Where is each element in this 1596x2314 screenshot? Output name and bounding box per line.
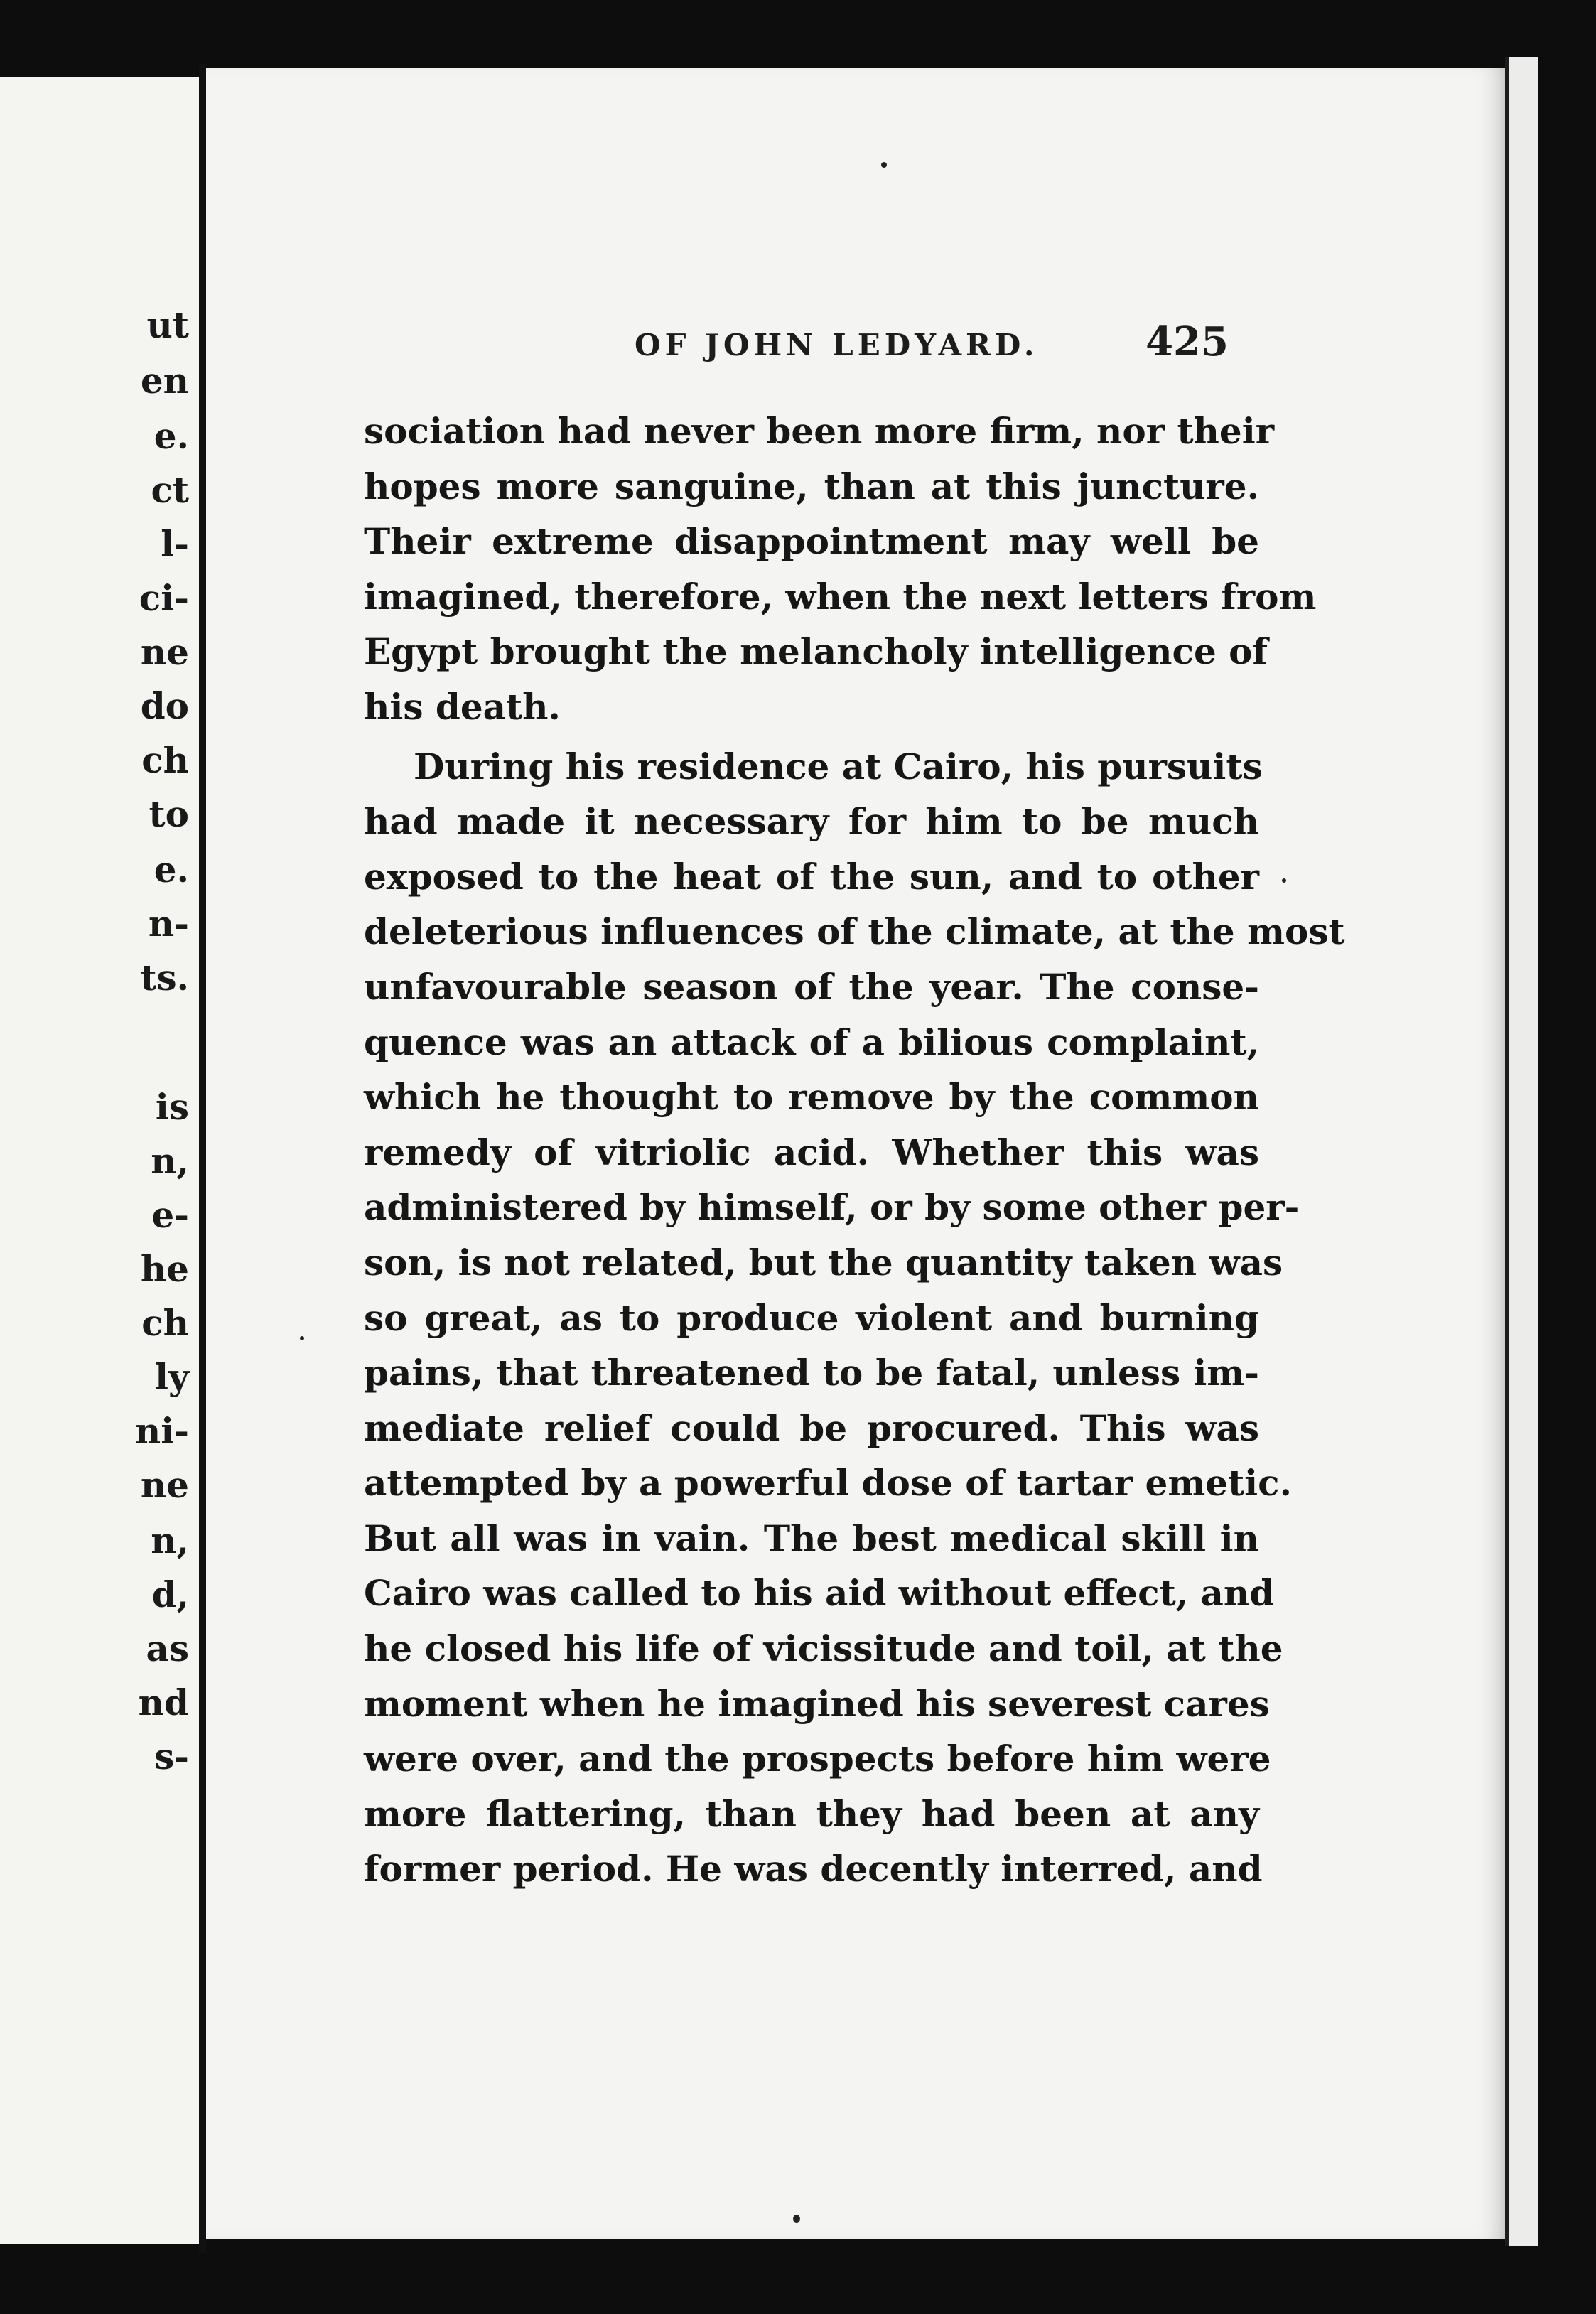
text-line: pains, that threatened to be fatal, unless im- — [364, 1352, 1259, 1394]
facing-page-fragment-text: l- — [161, 523, 189, 565]
text-line: sociation had never been more firm, nor their — [364, 410, 1275, 452]
facing-page-fragment-text: n, — [151, 1519, 189, 1561]
text-line: moment when he imagined his severest cares — [364, 1682, 1270, 1725]
body-text — [364, 404, 1345, 1897]
page-number: 425 — [1145, 318, 1229, 365]
print-speck — [300, 1336, 304, 1340]
facing-page-fragment-text: ni- — [134, 1410, 189, 1452]
text-line: exposed to the heat of the sun, and to other — [364, 855, 1259, 898]
paragraph — [364, 404, 1317, 735]
book-spine — [199, 64, 206, 2253]
facing-page-fragment-text: e. — [153, 849, 189, 890]
facing-page-fragment-text: is — [155, 1086, 189, 1128]
facing-page-fragment-text: do — [140, 685, 189, 727]
text-line: Their extreme disappointment may well be — [364, 520, 1259, 563]
print-speck — [881, 162, 887, 168]
text-line: imagined, therefore, when the next letters from — [364, 575, 1317, 618]
facing-page-fragment-text: he — [140, 1248, 189, 1290]
text-line: quence was an attack of a bilious complaint, — [364, 1021, 1259, 1063]
running-head — [428, 318, 1229, 375]
facing-page-fragment-text: to — [149, 793, 189, 835]
facing-page-fragment-text: ts. — [140, 957, 189, 999]
text-line: Cairo was called to his aid without effect, and — [364, 1572, 1275, 1615]
text-line: hopes more sanguine, than at this juncture. — [364, 465, 1259, 507]
text-line: son, is not related, but the quantity taken was — [364, 1241, 1283, 1284]
text-line: unfavourable season of the year. The conse- — [364, 965, 1259, 1008]
text-line: which he thought to remove by the common — [364, 1076, 1259, 1119]
print-speck — [1282, 878, 1286, 883]
text-line: attempted by a powerful dose of tartar emetic. — [364, 1462, 1293, 1505]
facing-page-fragment-text: n- — [148, 903, 189, 945]
text-line: But all was in vain. The best medical skill in — [364, 1517, 1259, 1559]
facing-page-fragment-text: en — [140, 360, 189, 402]
facing-page-fragment-text: ch — [141, 1302, 189, 1344]
facing-page-fragment-text: ci- — [139, 577, 189, 619]
facing-page-fragment-text: ct — [151, 469, 189, 511]
facing-page-fragment-text: e. — [153, 415, 189, 457]
text-line: so great, as to produce violent and burning — [364, 1296, 1259, 1339]
text-line: were over, and the prospects before him were — [364, 1738, 1271, 1780]
text-line: deleterious influences of the climate, at the most — [364, 910, 1345, 953]
text-line: former period. He was decently interred, and — [364, 1848, 1263, 1890]
text-line: remedy of vitriolic acid. Whether this was — [364, 1131, 1259, 1173]
facing-page-fragment-text: ne — [140, 1464, 189, 1506]
facing-page-fragment-text: as — [146, 1627, 189, 1669]
running-title: OF JOHN LEDYARD. — [635, 328, 1039, 362]
facing-page-fragment-text: ly — [154, 1356, 189, 1398]
text-line: During his residence at Cairo, his pursuits — [414, 745, 1263, 787]
text-line: his death. — [364, 685, 561, 728]
facing-page-fragment-text: d, — [151, 1573, 189, 1615]
facing-page-fragment-text: e- — [151, 1194, 189, 1236]
text-line: more flattering, than they had been at any — [364, 1792, 1259, 1835]
facing-page-fragment-text: s- — [154, 1736, 189, 1777]
facing-page-fragment — [0, 77, 199, 2244]
text-line: Egypt brought the melancholy intelligence of — [364, 630, 1268, 673]
page-edge — [1505, 57, 1538, 2246]
text-line: had made it necessary for him to be much — [364, 800, 1259, 843]
facing-page-fragment-text: ut — [146, 304, 189, 346]
text-line: he closed his life of vicissitude and toil, at the — [364, 1627, 1283, 1670]
text-line: mediate relief could be procured. This was — [364, 1406, 1259, 1449]
facing-page-fragment-text: n, — [151, 1140, 189, 1182]
print-speck — [793, 2215, 800, 2223]
paragraph — [364, 739, 1345, 1897]
facing-page-fragment-text: ne — [140, 631, 189, 673]
facing-page-fragment-text: ch — [141, 739, 189, 781]
text-line: administered by himself, or by some other per- — [364, 1186, 1300, 1229]
facing-page-fragment-text: nd — [138, 1681, 189, 1723]
